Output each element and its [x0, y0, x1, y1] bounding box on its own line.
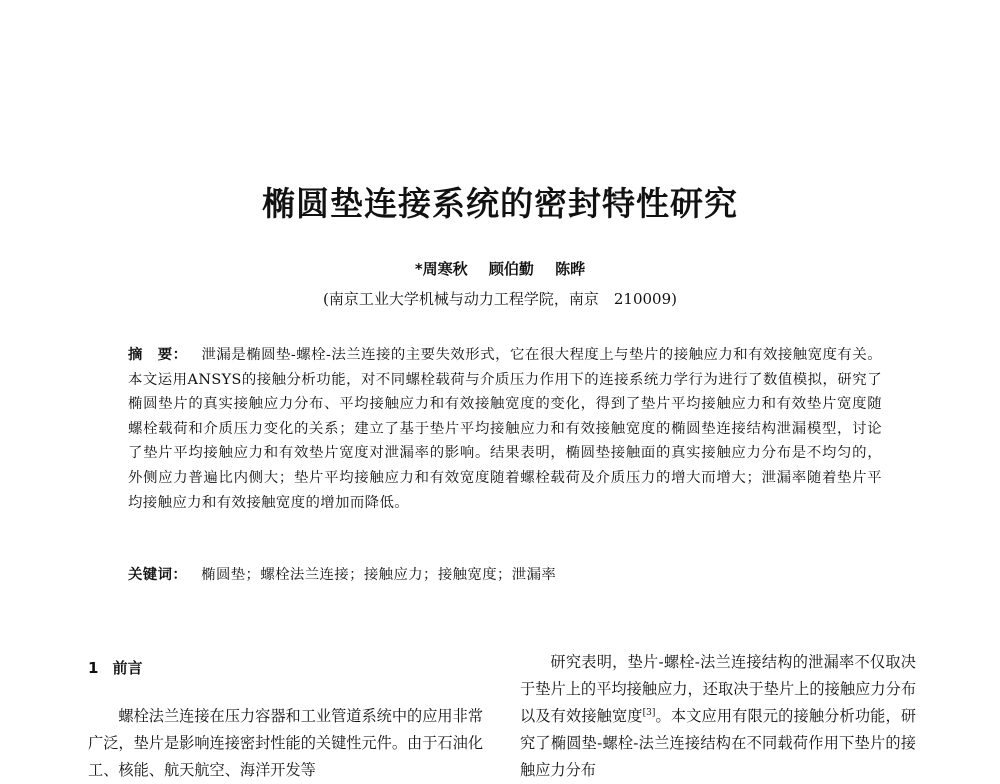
- keywords: [128, 563, 882, 584]
- abstract-label: 摘 要：: [128, 347, 188, 363]
- body-paragraph: [520, 649, 916, 784]
- paragraph-text: 研究表明，垫片-螺栓-法兰连接结构的泄漏率不仅取决于垫片上的平均接触应力，还取决于垫片上的接触应力分布以及有效接触宽度: [520, 653, 916, 725]
- abstract: [128, 343, 882, 515]
- author-name: 顾伯勤: [488, 260, 534, 278]
- body-paragraph: 螺栓法兰连接在压力容器和工业管道系统中的应用非常广泛，垫片是影响连接密封性能的关键性元件。由于石油化工、核能、航天航空、海洋开发等: [88, 707, 483, 779]
- section-title: 前言: [112, 659, 143, 677]
- left-column: [88, 703, 483, 784]
- section-number: 1: [88, 659, 99, 677]
- paragraph-text: 。本文应用有限元的接触分析功能，研究了椭圆垫-螺栓-法兰连接结构在不同载荷作用下垫片的接触应力分布: [520, 707, 917, 779]
- keywords-label: 关键词：: [128, 567, 188, 583]
- right-column: [520, 649, 916, 784]
- abstract-text: 泄漏是椭圆垫-螺栓-法兰连接的主要失效形式，它在很大程度上与垫片的接触应力和有效接触宽度有关。本文运用ANSYS的接触分析功能，对不同螺栓载荷与介质压力作用下的连接系统力学行为进行了数值模拟，研究了椭圆垫片的真实接触应力分布、平均接触应力和有效接触宽度的变化，得到了垫片平均接触应力和有效垫片宽度随螺栓载荷和介质压力变化的关系；建立了基于垫片平均接触应力和有效接触宽度的椭圆垫连接结构泄漏模型，讨论了垫片平均接触应力和有效垫片宽度对泄漏率的影响。结果表明，椭圆垫接触面的真实接触应力分布是不均匀的，外侧应力普遍比内侧大；垫片平均接触应力和有效宽度随着螺栓载荷及介质压力的增大而增大；泄漏率随着垫片平均接触应力和有效接触宽度的增加而降低。: [128, 347, 882, 511]
- paper-title: 椭圆垫连接系统的密封特性研究: [262, 184, 738, 223]
- affiliation: (南京工业大学机械与动力工程学院，南京 210009): [323, 290, 677, 308]
- keywords-text: 椭圆垫；螺栓法兰连接；接触应力；接触宽度；泄漏率: [201, 567, 557, 583]
- author-name: *周寒秋: [414, 260, 468, 278]
- author-name: 陈晔: [555, 260, 586, 278]
- section-heading: [88, 657, 142, 678]
- citation-ref: [3]: [642, 707, 656, 718]
- author-list: [0, 258, 1000, 279]
